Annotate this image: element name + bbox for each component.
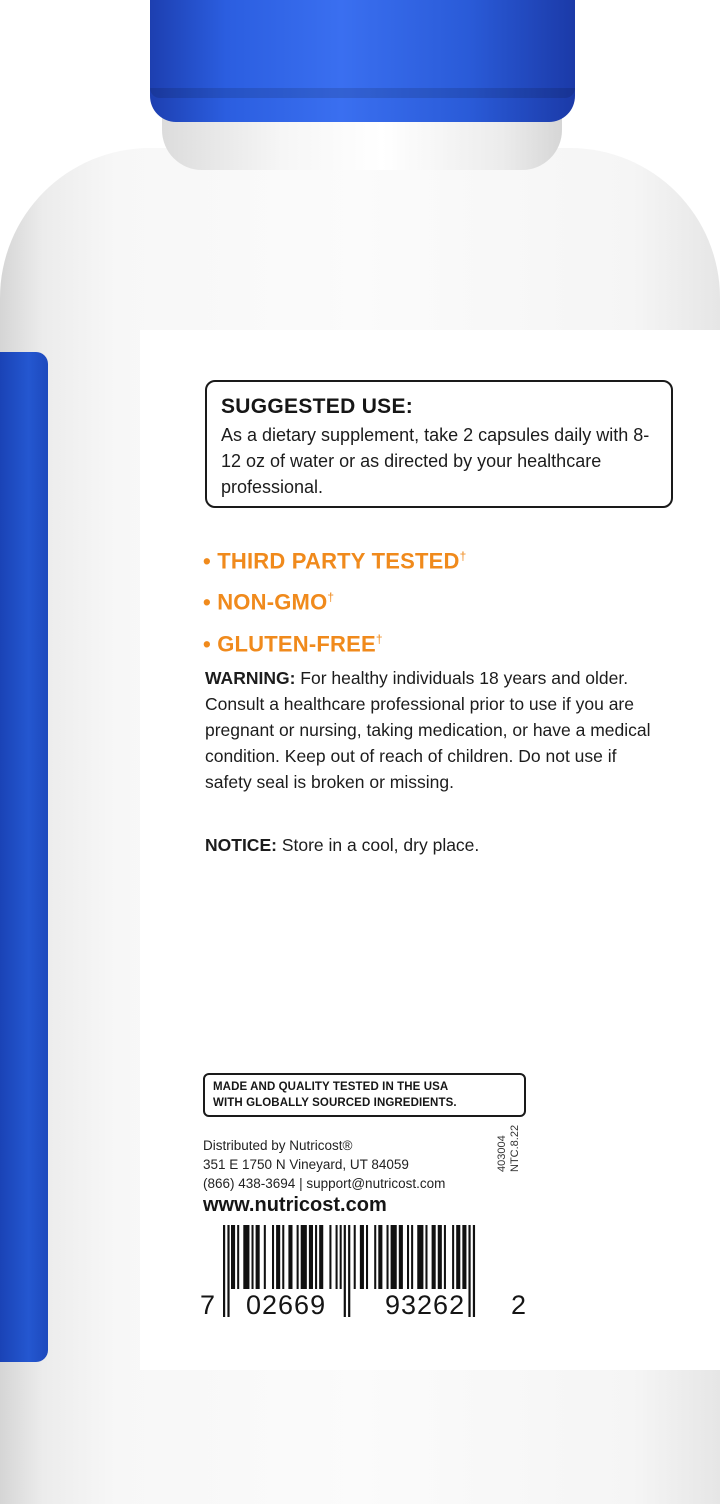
barcode-bar xyxy=(252,1225,254,1289)
barcode-bar xyxy=(276,1225,280,1289)
barcode-bar xyxy=(387,1225,389,1289)
distributor-address: 351 E 1750 N Vineyard, UT 84059 xyxy=(203,1157,409,1172)
barcode-right-group: 93262 xyxy=(385,1290,466,1320)
feature-non-gmo: • NON-GMO† xyxy=(203,589,335,615)
barcode-bar xyxy=(354,1225,356,1289)
barcode-bar xyxy=(360,1225,364,1289)
made-in-line-1: MADE AND QUALITY TESTED IN THE USA xyxy=(213,1081,449,1093)
barcode-guard-bar xyxy=(227,1225,229,1317)
barcode-left-group: 02669 xyxy=(246,1290,327,1320)
barcode-bar xyxy=(231,1225,235,1289)
barcode-first-digit: 7 xyxy=(200,1290,217,1320)
barcode-guard-bar xyxy=(468,1225,470,1317)
barcode-bar xyxy=(444,1225,446,1289)
notice-label: NOTICE: xyxy=(205,835,277,855)
made-in-line-2: WITH GLOBALLY SOURCED INGREDIENTS. xyxy=(213,1097,457,1109)
barcode-bar xyxy=(462,1225,466,1289)
barcode-bar xyxy=(452,1225,454,1289)
barcode-bar xyxy=(288,1225,292,1289)
barcode-bar xyxy=(237,1225,239,1289)
feature-third-party-tested: • THIRD PARTY TESTED† xyxy=(203,548,467,574)
distributor-info xyxy=(203,1136,445,1193)
barcode-bar xyxy=(309,1225,313,1289)
barcode-guard-bar xyxy=(344,1225,346,1317)
barcode-check-digit: 2 xyxy=(511,1290,528,1320)
barcode-bar xyxy=(432,1225,436,1289)
lot-code-line-2: NTC.8.22 xyxy=(509,1124,521,1172)
distributor-name: Distributed by Nutricost® xyxy=(203,1138,353,1153)
barcode-bar xyxy=(425,1225,427,1289)
notice-body: Store in a cool, dry place. xyxy=(276,835,480,855)
suggested-use-title: SUGGESTED USE: xyxy=(221,395,414,418)
barcode-bar xyxy=(407,1225,409,1289)
barcode-bar xyxy=(336,1225,338,1289)
barcode-guard-bar xyxy=(473,1225,475,1317)
barcode-guard-bar xyxy=(223,1225,225,1317)
warning-text xyxy=(205,665,655,795)
barcode-bar xyxy=(256,1225,260,1289)
barcode-bar xyxy=(366,1225,368,1289)
feature-gluten-free: • GLUTEN-FREE† xyxy=(203,630,383,656)
barcode-bar xyxy=(315,1225,317,1289)
barcode-bar xyxy=(417,1225,423,1289)
barcode-guard-bar xyxy=(348,1225,350,1317)
barcode-bar xyxy=(297,1225,299,1289)
notice-text xyxy=(205,832,655,858)
made-in-usa-box xyxy=(203,1073,526,1117)
barcode-bar xyxy=(264,1225,266,1289)
suggested-use-text: As a dietary supplement, take 2 capsules daily with 8-12 oz of water or as directed by your healthcare professional. xyxy=(221,425,650,497)
barcode-bar xyxy=(399,1225,403,1289)
warning-label: WARNING: xyxy=(205,668,296,688)
label-blue-stripe xyxy=(0,352,48,1362)
barcode-bar xyxy=(378,1225,382,1289)
barcode-bar xyxy=(243,1225,249,1289)
cap-ridge xyxy=(150,88,575,98)
barcode-bar xyxy=(391,1225,397,1289)
barcode-bar xyxy=(282,1225,284,1289)
website-url: www.nutricost.com xyxy=(203,1194,387,1216)
feature-list xyxy=(203,538,466,662)
barcode-bar xyxy=(319,1225,323,1289)
barcode-bar xyxy=(329,1225,331,1289)
suggested-use-box xyxy=(205,380,673,508)
lot-code xyxy=(496,1112,522,1172)
bottle-cap xyxy=(150,0,575,122)
barcode-bar xyxy=(340,1225,342,1289)
barcode-bar xyxy=(438,1225,442,1289)
barcode-bar xyxy=(272,1225,274,1289)
barcode-bar xyxy=(411,1225,413,1289)
warning-body: For healthy individuals 18 years and older. Consult a healthcare professional prior to use if you are pregnant or nursing, taking medication, or have a medical condition. Keep out of reach of children. Do not use if safety seal is broken or missing. xyxy=(205,668,651,792)
barcode-bar xyxy=(301,1225,307,1289)
lot-code-line-1: 403004 xyxy=(496,1135,508,1172)
barcode-bar xyxy=(374,1225,376,1289)
distributor-contact: (866) 438-3694 | support@nutricost.com xyxy=(203,1176,446,1191)
barcode-bar xyxy=(456,1225,460,1289)
